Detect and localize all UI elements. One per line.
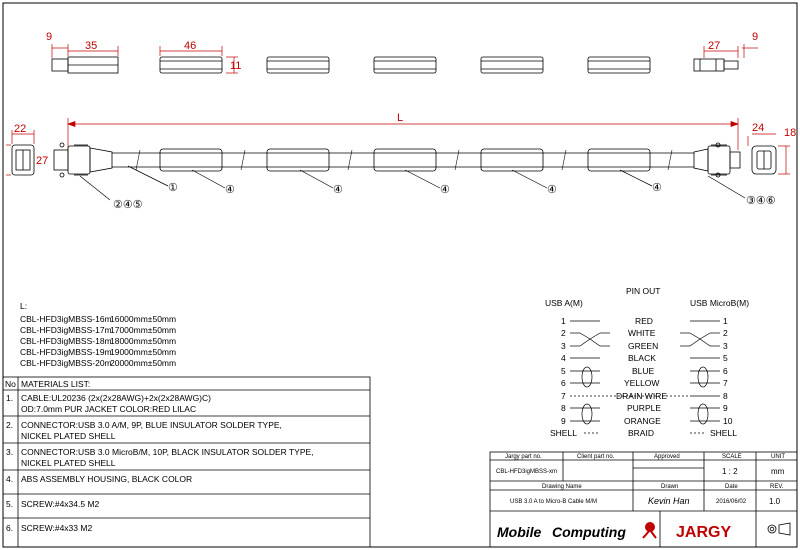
pin-b-6: 7 — [723, 378, 728, 388]
pin-color-6: YELLOW — [624, 378, 660, 388]
dim-right-tip: 9 — [752, 31, 759, 43]
pin-a-1: 1 — [561, 316, 566, 326]
materials-table-text — [5, 379, 314, 533]
tb-drawn-label: Drawn — [661, 484, 679, 490]
material-line-3a: CONNECTOR:USB 3.0 MicroB/M, 10P, BLACK INSULATOR SOLDER TYPE, — [21, 447, 314, 457]
pin-a-shell: SHELL — [550, 428, 577, 438]
logo-computing: Computing — [552, 524, 626, 540]
projection-symbol-icon — [768, 523, 790, 535]
length-list-heading: L: — [20, 301, 28, 311]
material-line-2b: NICKEL PLATED SHELL — [21, 431, 116, 441]
material-no-2: 2. — [6, 420, 14, 430]
section-view — [52, 57, 738, 73]
pin-b-2: 2 — [723, 328, 728, 338]
material-line-2a: CONNECTOR:USB 3.0 A/M, 9P, BLUE INSULATOR SOLDER TYPE, — [21, 420, 282, 430]
material-line-1b: OD:7.0mm PUR JACKET COLOR:RED LILAC — [21, 404, 197, 414]
pinout-diagram — [545, 286, 749, 308]
material-line-3b: NICKEL PLATED SHELL — [21, 458, 116, 468]
dim-left-face-width: 22 — [14, 123, 27, 135]
tb-scale-value: 1 : 2 — [722, 467, 738, 476]
dim-sleeve-length: 46 — [184, 40, 197, 52]
pin-color-2: WHITE — [628, 328, 656, 338]
tb-drawing-name-value: USB 3.0 A to Micro-B Cable M/M — [510, 499, 598, 505]
pin-b-shell: SHELL — [710, 428, 737, 438]
title-block-text — [496, 454, 785, 506]
tb-drawn-by-signature: Kevin Han — [648, 496, 690, 506]
length-value-5: 20000mm±50mm — [110, 358, 177, 368]
length-part-2: CBL-HFD3igMBSS-17m — [20, 325, 112, 335]
pin-a-9: 9 — [561, 416, 566, 426]
dim-right-connector-length: 27 — [708, 40, 721, 52]
length-value-2: 17000mm±50mm — [110, 325, 177, 335]
callout-cable: ① — [168, 182, 178, 194]
pinout-rows — [550, 316, 737, 438]
logo-mobile: Mobile — [497, 524, 542, 540]
tb-drawing-name-label: Drawing Name — [542, 484, 582, 490]
pin-a-7: 7 — [561, 391, 566, 401]
length-value-3: 18000mm±50mm — [110, 336, 177, 346]
tb-jargy-part-label: Jargy part no. — [505, 454, 542, 460]
logo-jargy: JARGY — [676, 524, 732, 541]
pin-color-8: PURPLE — [627, 403, 662, 413]
dim-right-face-size: 18 — [784, 127, 797, 139]
tb-date-value: 2016/06/02 — [716, 499, 747, 505]
top-dimension-labels — [46, 31, 758, 72]
pin-color-7: DRAIN WIRE — [616, 391, 667, 401]
pin-b-5: 6 — [723, 366, 728, 376]
tb-rev-label: REV. — [770, 484, 784, 490]
cable-side-view — [54, 143, 740, 177]
callout-sleeve-4: ④ — [547, 184, 557, 196]
pin-color-5: BLUE — [632, 366, 655, 376]
material-line-6a: SCREW:#4x33 M2 — [21, 523, 93, 533]
callout-right-connector: ③④⑥ — [746, 195, 776, 207]
dim-right-face-width: 24 — [752, 122, 765, 134]
dim-sleeve-height: 11 — [230, 60, 242, 72]
length-value-1: 16000mm±50mm — [110, 314, 177, 324]
material-line-1a: CABLE:UL20236 (2x(2x28AWG)+2x(2x28AWG)C) — [21, 393, 211, 403]
pin-a-5: 5 — [561, 366, 566, 376]
callout-labels — [113, 182, 776, 211]
overall-length-label: L — [397, 112, 404, 124]
pin-color-4: BLACK — [628, 353, 656, 363]
materials-no-header: No — [5, 379, 16, 389]
pinout-title: PIN OUT — [626, 286, 661, 296]
tb-unit-label: UNIT — [771, 454, 785, 460]
drawing-border — [3, 3, 797, 547]
material-line-4a: ABS ASSEMBLY HOUSING, BLACK COLOR — [21, 474, 193, 484]
callout-left-connector: ②④⑤ — [113, 199, 143, 211]
material-no-5: 5. — [6, 499, 14, 509]
pin-b-8: 9 — [723, 403, 728, 413]
dim-left-tip: 9 — [46, 31, 53, 43]
length-part-1: CBL-HFD3igMBSS-16m — [20, 314, 112, 324]
tb-unit-value: mm — [771, 467, 785, 476]
material-no-6: 6. — [6, 523, 14, 533]
right-connector-face — [752, 146, 776, 174]
tb-rev-value: 1.0 — [769, 497, 781, 506]
pin-a-2: 2 — [561, 328, 566, 338]
tb-date-label: Date — [725, 484, 738, 490]
pin-b-3: 3 — [723, 341, 728, 351]
tb-client-part-label: Client part no. — [577, 454, 615, 460]
material-no-3: 3. — [6, 447, 14, 457]
right-face-dimensions — [748, 134, 790, 174]
mobile-computing-logo — [497, 522, 656, 540]
pin-b-4: 5 — [723, 353, 728, 363]
pin-b-1: 1 — [723, 316, 728, 326]
tb-approved-label: Approved — [654, 454, 680, 460]
pin-color-9: ORANGE — [624, 416, 661, 426]
material-line-5a: SCREW:#4x34.5 M2 — [21, 499, 100, 509]
length-part-5: CBL-HFD3igMBSS-20m — [20, 358, 112, 368]
pin-color-1: RED — [635, 316, 653, 326]
pin-color-shell: BRAID — [628, 428, 654, 438]
callout-sleeve-2: ④ — [333, 184, 343, 196]
dim-left-face-height: 27 — [36, 155, 49, 167]
callout-sleeve-5: ④ — [652, 182, 662, 194]
length-list — [20, 301, 176, 368]
callout-sleeve-3: ④ — [440, 184, 450, 196]
pinout-right-header: USB MicroB(M) — [690, 298, 750, 308]
pin-color-3: GREEN — [628, 341, 659, 351]
pinout-left-header: USB A(M) — [545, 298, 583, 308]
pin-a-8: 8 — [561, 403, 566, 413]
pin-a-3: 3 — [561, 341, 566, 351]
pin-b-9: 10 — [723, 416, 733, 426]
length-value-4: 19000mm±50mm — [110, 347, 177, 357]
materials-list-header: MATERIALS LIST: — [21, 379, 91, 389]
pin-a-6: 6 — [561, 378, 566, 388]
callout-sleeve-1: ④ — [225, 184, 235, 196]
left-connector-face — [12, 145, 34, 175]
length-part-4: CBL-HFD3igMBSS-19m — [20, 347, 112, 357]
length-part-3: CBL-HFD3igMBSS-18m — [20, 336, 112, 346]
material-no-4: 4. — [6, 474, 14, 484]
tb-scale-label: SCALE — [722, 454, 742, 460]
pin-a-4: 4 — [561, 353, 566, 363]
tb-jargy-part-value: CBL-HFD3igMBSS-xm — [496, 469, 558, 475]
dim-left-connector-length: 35 — [85, 40, 98, 52]
pin-b-7: 8 — [723, 391, 728, 401]
material-no-1: 1. — [6, 393, 14, 403]
